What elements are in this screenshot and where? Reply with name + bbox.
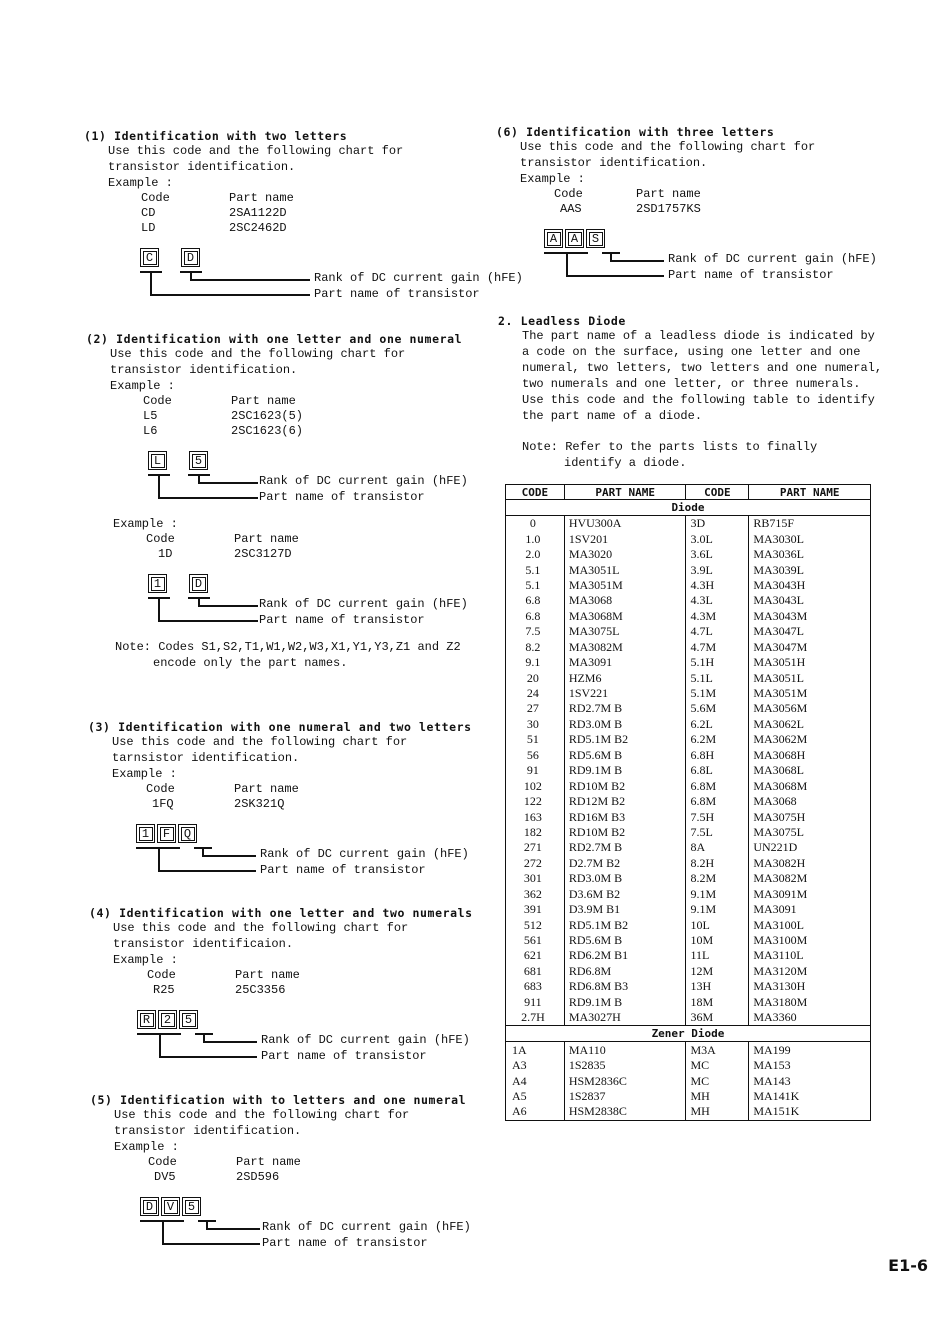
part-name-cell: 1S2835 [564, 1058, 686, 1073]
table-row [506, 979, 871, 994]
code-box: 1 [136, 824, 155, 843]
part-name-cell: RD10M B2 [564, 778, 686, 793]
part-name-cell: MA3051L [564, 562, 686, 577]
leader-lines: Rank of DC current gain (hFE) Part name of transistor [148, 593, 462, 631]
part-name-cell: D3.6M B2 [564, 887, 686, 902]
table-row [506, 717, 871, 732]
code-cell: 8.2 [506, 640, 565, 655]
code-cell: 36M [686, 1010, 749, 1026]
code-cell: 391 [506, 902, 565, 917]
page-number: E1-6 [888, 1256, 928, 1275]
part-name-cell: MA3062M [749, 732, 871, 747]
part-name-cell: MA3027H [564, 1010, 686, 1026]
part-name-cell: RD2.7M B [564, 701, 686, 716]
code-cell: 6.8M [686, 794, 749, 809]
code-cell: 2.7H [506, 1010, 565, 1026]
code-cell: A5 [506, 1089, 565, 1104]
section-title: (5) Identification with to letters and one numeral [90, 1093, 467, 1107]
part-name-cell: RD2.7M B [564, 840, 686, 855]
table-header: CODE PART NAME CODE PART NAME [506, 485, 871, 500]
code-cell: 6.2L [686, 717, 749, 732]
table-row [506, 609, 871, 624]
code-cell: 182 [506, 825, 565, 840]
code-cell: 3.9L [686, 562, 749, 577]
section-title: (2) Identification with one letter and one numeral [86, 332, 463, 346]
part-name-cell: MA3036L [749, 547, 871, 562]
code-cell: 13H [686, 979, 749, 994]
code-cell: 7.5H [686, 809, 749, 824]
code-box: D [189, 574, 208, 593]
section-4 [89, 906, 473, 1067]
section-1 [84, 129, 523, 305]
note: Note: Refer to the parts lists to finally identify a diode. [522, 440, 818, 470]
part-name-cell: HVU300A [564, 516, 686, 532]
part-name-cell: RD5.6M B [564, 933, 686, 948]
code-cell: 7.5 [506, 624, 565, 639]
part-name-cell: MA3051M [564, 578, 686, 593]
table-row [506, 1010, 871, 1026]
table-row [506, 531, 871, 546]
part-name-cell: 1SV201 [564, 531, 686, 546]
code-cell: 512 [506, 917, 565, 932]
code-cell: 27 [506, 701, 565, 716]
code-cell: 362 [506, 887, 565, 902]
table-row [506, 917, 871, 932]
code-cell: A3 [506, 1058, 565, 1073]
code-cell: 5.1 [506, 578, 565, 593]
code-cell: 8.2M [686, 871, 749, 886]
code-box: L [148, 451, 167, 470]
table-row [506, 624, 871, 639]
code-cell: 272 [506, 856, 565, 871]
table-row [506, 964, 871, 979]
code-box: F [157, 824, 176, 843]
section-title: (3) Identification with one numeral and two letters [88, 720, 472, 734]
example-label: Example : [108, 176, 173, 190]
code-box: 2 [158, 1010, 177, 1029]
example-label: Example : [520, 172, 585, 186]
part-name-cell: 1S2837 [564, 1089, 686, 1104]
table-row [506, 1104, 871, 1120]
code-box: V [161, 1197, 180, 1216]
table-row [506, 593, 871, 608]
table-row [506, 809, 871, 824]
part-name-cell: MA3020 [564, 547, 686, 562]
table-row [506, 655, 871, 670]
part-name-cell: RD10M B2 [564, 825, 686, 840]
table-row [506, 1058, 871, 1073]
code-box: 5 [189, 451, 208, 470]
table-row [506, 547, 871, 562]
diode-code-table [505, 484, 871, 1121]
part-name-cell: D2.7M B2 [564, 856, 686, 871]
part-name-cell: HSM2838C [564, 1104, 686, 1120]
section-2 [86, 332, 468, 671]
code-cell: 10M [686, 933, 749, 948]
part-name-cell: RD9.1M B [564, 995, 686, 1010]
section-title: (1) Identification with two letters [84, 129, 348, 143]
part-name-cell: MA3130H [749, 979, 871, 994]
part-name-cell: MA3075L [564, 624, 686, 639]
part-name-cell: UN221D [749, 840, 871, 855]
code-cell: 102 [506, 778, 565, 793]
code-cell: A6 [506, 1104, 565, 1120]
code-cell: 4.7M [686, 640, 749, 655]
table-row [506, 840, 871, 855]
code-cell: 5.1L [686, 670, 749, 685]
part-name-cell: MA3110L [749, 948, 871, 963]
part-name-cell: D3.9M B1 [564, 902, 686, 917]
code-table: Code Part name AAS 2SD1757KS [554, 187, 701, 216]
code-cell: 4.7L [686, 624, 749, 639]
code-cell: MC [686, 1058, 749, 1073]
part-name-cell: MA151K [749, 1104, 871, 1120]
leader-lines: Rank of DC current gain (hFE) Part name of transistor [140, 267, 403, 305]
part-name-cell: MA3360 [749, 1010, 871, 1026]
part-name-cell: MA3051H [749, 655, 871, 670]
example-label: Example : [114, 1140, 179, 1154]
code-table: Code Part name L5 2SC1623(5) L6 2SC1623(6) [143, 394, 304, 438]
part-name-cell: RD5.1M B2 [564, 732, 686, 747]
part-name-cell: MA3082M [749, 871, 871, 886]
code-cell: 24 [506, 686, 565, 701]
code-cell: 163 [506, 809, 565, 824]
part-name-cell: MA110 [564, 1042, 686, 1058]
part-name-cell: RD6.8M [564, 964, 686, 979]
part-name-cell: MA3068H [749, 748, 871, 763]
code-cell: 0 [506, 516, 565, 532]
part-name-cell: RD6.2M B1 [564, 948, 686, 963]
section-text: Use this code and the following chart for transistor identificaion. [113, 921, 409, 951]
table-group-header: Diode [506, 500, 871, 516]
code-cell: 681 [506, 964, 565, 979]
code-cell: 51 [506, 732, 565, 747]
section-text: Use this code and the following chart for transistor identification. [114, 1108, 410, 1138]
leader-lines: Rank of DC current gain (hFE) Part name of transistor [544, 248, 815, 286]
code-cell: 5.1 [506, 562, 565, 577]
code-cell: 9.1M [686, 887, 749, 902]
part-name-cell: MA3068L [749, 763, 871, 778]
code-cell: 5.6M [686, 701, 749, 716]
code-cell: 6.8H [686, 748, 749, 763]
part-name-cell: MA3180M [749, 995, 871, 1010]
code-cell: 301 [506, 871, 565, 886]
part-name-cell: RD9.1M B [564, 763, 686, 778]
part-name-cell: MA3056M [749, 701, 871, 716]
code-cell: 3D [686, 516, 749, 532]
example-label: Example : [110, 379, 175, 393]
code-cell: 11L [686, 948, 749, 963]
table-row [506, 640, 871, 655]
part-name-cell: RD5.1M B2 [564, 917, 686, 932]
code-cell: 3.6L [686, 547, 749, 562]
part-name-cell: RD16M B3 [564, 809, 686, 824]
code-cell: 1A [506, 1042, 565, 1058]
table-row [506, 686, 871, 701]
code-cell: 7.5L [686, 825, 749, 840]
code-cell: 911 [506, 995, 565, 1010]
code-cell: 621 [506, 948, 565, 963]
section-text: Use this code and the following chart for transistor identification. [108, 144, 404, 174]
code-box: 1 [148, 574, 167, 593]
code-box: A [565, 229, 584, 248]
code-cell: 8.2H [686, 856, 749, 871]
table-row [506, 856, 871, 871]
code-boxes [140, 248, 403, 267]
code-cell: 9.1 [506, 655, 565, 670]
part-name-cell: MA3068 [749, 794, 871, 809]
code-box: R [137, 1010, 156, 1029]
example-label: Example : [113, 517, 178, 531]
code-cell: 18M [686, 995, 749, 1010]
part-name-cell: MA3043H [749, 578, 871, 593]
code-cell: M3A [686, 1042, 749, 1058]
code-cell: 56 [506, 748, 565, 763]
code-cell: 561 [506, 933, 565, 948]
section-title: 2. Leadless Diode [498, 314, 626, 328]
part-name-cell: RB715F [749, 516, 871, 532]
code-cell: 6.8 [506, 593, 565, 608]
code-cell: 6.8L [686, 763, 749, 778]
code-cell: MH [686, 1089, 749, 1104]
code-cell: 3.0L [686, 531, 749, 546]
code-cell: 5.1M [686, 686, 749, 701]
table-row [506, 948, 871, 963]
part-name-cell: MA3075H [749, 809, 871, 824]
code-box: A [544, 229, 563, 248]
table-row [506, 732, 871, 747]
leader-lines: Rank of DC current gain (hFE) Part name of transistor [137, 1029, 473, 1067]
part-name-cell: RD12M B2 [564, 794, 686, 809]
table-row [506, 748, 871, 763]
code-table: Code Part name 1D 2SC3127D [146, 532, 299, 561]
part-name-cell: MA199 [749, 1042, 871, 1058]
code-cell: 6.2M [686, 732, 749, 747]
code-cell: 2.0 [506, 547, 565, 562]
part-name-cell: HZM6 [564, 670, 686, 685]
part-name-cell: MA3091 [749, 902, 871, 917]
table-row [506, 794, 871, 809]
code-boxes [140, 1197, 466, 1216]
section-6 [496, 125, 877, 286]
section-text: Use this code and the following chart for transistor identification. [520, 140, 816, 170]
part-name-cell: MA3051L [749, 670, 871, 685]
code-cell: 30 [506, 717, 565, 732]
table-row [506, 995, 871, 1010]
table-row [506, 933, 871, 948]
part-name-cell: RD3.0M B [564, 871, 686, 886]
code-cell: 6.8 [506, 609, 565, 624]
part-name-cell: MA3082M [564, 640, 686, 655]
part-name-cell: RD3.0M B [564, 717, 686, 732]
part-name-cell: MA143 [749, 1073, 871, 1088]
code-cell: MC [686, 1073, 749, 1088]
section-5 [90, 1093, 471, 1254]
table-row [506, 1042, 871, 1058]
code-cell: 6.8M [686, 778, 749, 793]
code-table: Code Part name DV5 2SD596 [148, 1155, 301, 1184]
table-row [506, 763, 871, 778]
leader-lines: Rank of DC current gain (hFE) Part name of transistor [148, 470, 462, 508]
section-text: Use this code and the following chart for tarnsistor identification. [112, 735, 408, 765]
section-title: (6) Identification with three letters [496, 125, 775, 139]
code-cell: A4 [506, 1073, 565, 1088]
code-cell: 91 [506, 763, 565, 778]
part-name-cell: MA3120M [749, 964, 871, 979]
table-row [506, 778, 871, 793]
part-name-cell: MA3030L [749, 531, 871, 546]
code-boxes [136, 824, 472, 843]
code-boxes [137, 1010, 473, 1029]
code-cell: MH [686, 1104, 749, 1120]
example-label: Example : [112, 767, 177, 781]
code-cell: 12M [686, 964, 749, 979]
code-box: C [140, 248, 159, 267]
part-name-cell: MA3068 [564, 593, 686, 608]
code-box: S [586, 229, 605, 248]
part-name-cell: MA3068M [564, 609, 686, 624]
table-row [506, 562, 871, 577]
part-name-cell: 1SV221 [564, 686, 686, 701]
part-name-cell: MA3047M [749, 640, 871, 655]
code-box: D [181, 248, 200, 267]
example-label: Example : [113, 953, 178, 967]
code-cell: 10L [686, 917, 749, 932]
code-cell: 4.3M [686, 609, 749, 624]
table-row [506, 670, 871, 685]
code-boxes [148, 574, 462, 593]
code-box: D [140, 1197, 159, 1216]
code-cell: 4.3L [686, 593, 749, 608]
part-name-cell: MA3068M [749, 778, 871, 793]
table-row [506, 1089, 871, 1104]
leader-lines: Rank of DC current gain (hFE) Part name of transistor [136, 843, 472, 881]
code-box: 5 [179, 1010, 198, 1029]
table-row [506, 1073, 871, 1088]
code-cell: 122 [506, 794, 565, 809]
leadless-diode-section [498, 314, 882, 471]
leader-lines: Rank of DC current gain (hFE) Part name of transistor [140, 1216, 466, 1254]
table-row [506, 516, 871, 532]
section-title: (4) Identification with one letter and two numerals [89, 906, 473, 920]
part-name-cell: MA3100M [749, 933, 871, 948]
code-table: Code Part name R25 25C3356 [147, 968, 300, 997]
section-text: Use this code and the following chart for transistor identification. [110, 347, 406, 377]
part-name-cell: MA3039L [749, 562, 871, 577]
code-table: Code Part name CD 2SA1122D LD 2SC2462D [141, 191, 294, 235]
part-name-cell: RD5.6M B [564, 748, 686, 763]
code-cell: 683 [506, 979, 565, 994]
section-text: The part name of a leadless diode is indicated by a code on the surface, using one letter and one numeral, two letters, two letters and one numeral, two numerals and one letter, or three numerals. Use this code and the following table to identify the part name of a diode. [522, 329, 883, 423]
code-box: 5 [182, 1197, 201, 1216]
part-name-cell: MA141K [749, 1089, 871, 1104]
part-name-cell: HSM2836C [564, 1073, 686, 1088]
part-name-cell: MA3082H [749, 856, 871, 871]
part-name-cell: MA153 [749, 1058, 871, 1073]
code-boxes [544, 229, 815, 248]
table-row [506, 701, 871, 716]
code-cell: 9.1M [686, 902, 749, 917]
code-boxes [148, 451, 462, 470]
code-cell: 1.0 [506, 531, 565, 546]
part-name-cell: MA3100L [749, 917, 871, 932]
part-name-cell: MA3051M [749, 686, 871, 701]
part-name-cell: MA3062L [749, 717, 871, 732]
part-name-cell: MA3075L [749, 825, 871, 840]
table-row [506, 871, 871, 886]
code-cell: 8A [686, 840, 749, 855]
note: Note: Codes S1,S2,T1,W1,W2,W3,X1,Y1,Y3,Z1 and Z2 encode only the part names. [115, 640, 461, 670]
code-cell: 4.3H [686, 578, 749, 593]
code-cell: 20 [506, 670, 565, 685]
table-row [506, 825, 871, 840]
code-cell: 271 [506, 840, 565, 855]
part-name-cell: MA3043L [749, 593, 871, 608]
code-box: Q [178, 824, 197, 843]
table-group-header: Zener Diode [506, 1026, 871, 1042]
section-3 [88, 720, 472, 881]
part-name-cell: MA3091M [749, 887, 871, 902]
part-name-cell: MA3043M [749, 609, 871, 624]
code-cell: 5.1H [686, 655, 749, 670]
part-name-cell: MA3091 [564, 655, 686, 670]
part-name-cell: MA3047L [749, 624, 871, 639]
table-row [506, 902, 871, 917]
part-name-cell: RD6.8M B3 [564, 979, 686, 994]
table-row [506, 887, 871, 902]
table-row [506, 578, 871, 593]
code-table: Code Part name 1FQ 2SK321Q [146, 782, 299, 811]
